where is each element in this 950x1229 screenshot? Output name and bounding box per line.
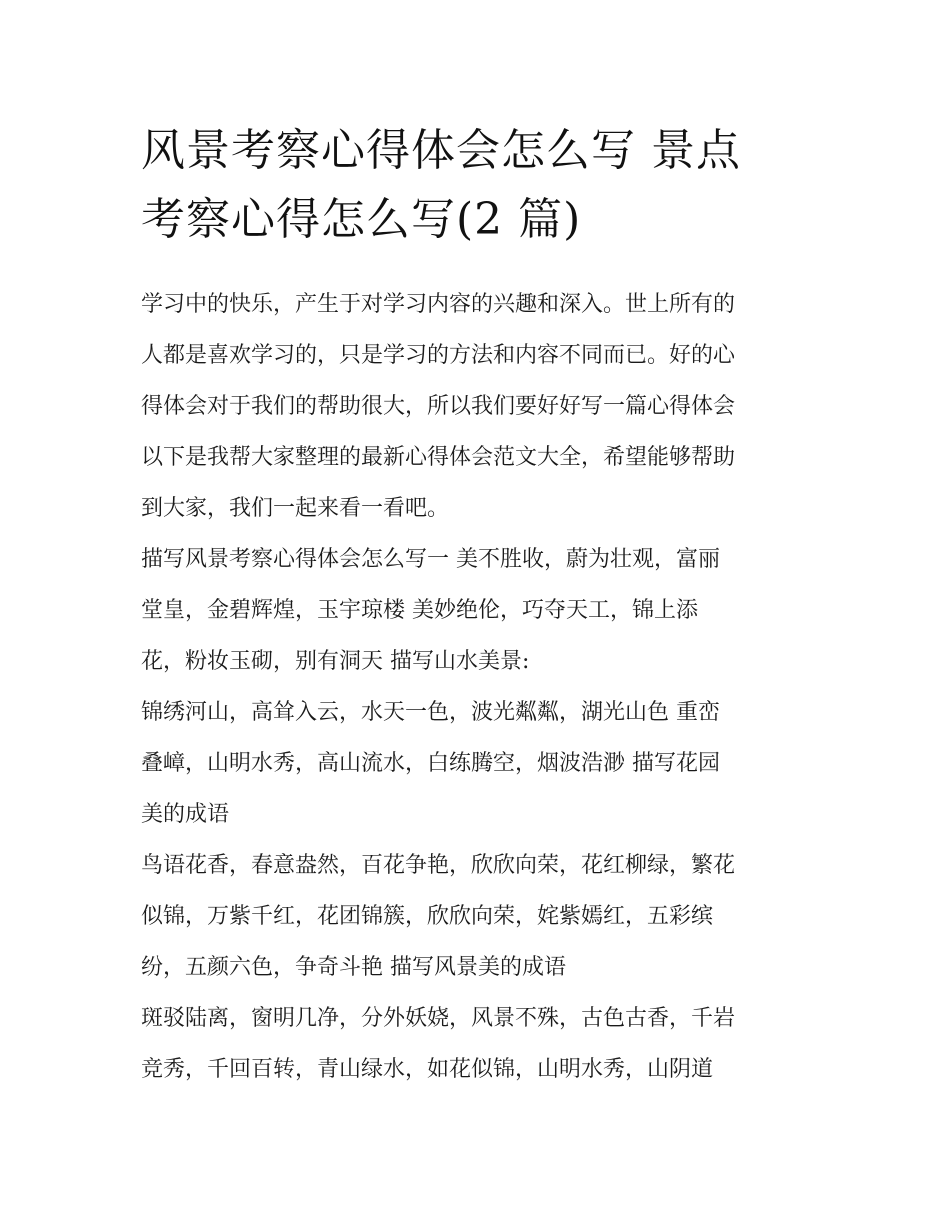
body-line: 锦绣河山，高耸入云，水天一色，波光粼粼，湖光山色 重峦 xyxy=(141,700,720,725)
body-line: 叠嶂，山明水秀，高山流水，白练腾空，烟波浩渺 描写花园 xyxy=(141,751,720,776)
body-line: 学习中的快乐，产生于对学习内容的兴趣和深入。世上所有的 xyxy=(141,292,736,317)
body-line: 花，粉妆玉砌，别有洞天 描写山水美景: xyxy=(141,649,530,674)
body-line: 纷，五颜六色，争奇斗艳 描写风景美的成语 xyxy=(141,955,566,980)
body-line: 美的成语 xyxy=(141,802,230,827)
document-title xyxy=(141,116,821,254)
body-line: 到大家，我们一起来看一看吧。 xyxy=(141,496,450,521)
body-line: 鸟语花香，春意盎然，百花争艳，欣欣向荣，花红柳绿，繁花 xyxy=(141,853,736,878)
title-line-2: 考察心得怎么写(2 篇) xyxy=(141,194,582,245)
body-line: 斑驳陆离，窗明几净，分外妖娆，风景不殊，古色古香，千岩 xyxy=(141,1006,736,1031)
title-line-1: 风景考察心得体会怎么写 景点 xyxy=(141,125,741,176)
body-line: 竞秀，千回百转，青山绿水，如花似锦，山明水秀，山阴道 xyxy=(141,1057,714,1082)
body-line: 描写风景考察心得体会怎么写一 美不胜收，蔚为壮观，富丽 xyxy=(141,547,720,572)
body-line: 堂皇，金碧辉煌，玉宇琼楼 美妙绝伦，巧夺天工，锦上添 xyxy=(141,598,698,623)
document-body xyxy=(141,279,816,1095)
body-line: 以下是我帮大家整理的最新心得体会范文大全，希望能够帮助 xyxy=(141,445,736,470)
body-line: 人都是喜欢学习的，只是学习的方法和内容不同而已。好的心 xyxy=(141,343,736,368)
body-line: 得体会对于我们的帮助很大，所以我们要好好写一篇心得体会 xyxy=(141,394,736,419)
body-line: 似锦，万紫千红，花团锦簇，欣欣向荣，姹紫嫣红，五彩缤 xyxy=(141,904,714,929)
